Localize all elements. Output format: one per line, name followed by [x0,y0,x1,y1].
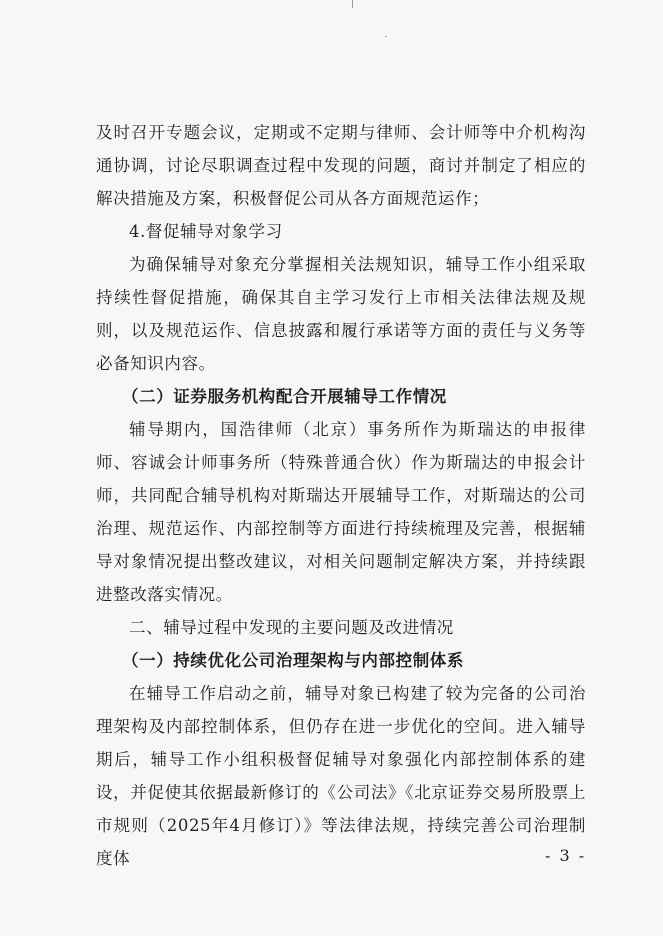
page-number: - 3 - [545,846,587,865]
scan-mark [352,0,353,8]
document-body [96,116,586,875]
section-2-heading: （二）证券服务机构配合开展辅导工作情况 [122,387,447,406]
item-4-heading: 4.督促辅导对象学习 [129,222,283,241]
part-2-heading: 二、辅导过程中发现的主要问题及改进情况 [129,618,454,637]
paragraph-continued: 及时召开专题会议，定期或不定期与律师、会计师等中介机构沟通协调，讨论尽职调查过程中发现的问题，商讨并制定了相应的解决措施及方案，积极督促公司从各方面规范运作； [96,123,586,208]
scan-speck [385,36,387,37]
section-2-body: 辅导期内，国浩律师（北京）事务所作为斯瑞达的申报律师、容诚会计师事务所（特殊普通合伙）作为斯瑞达的申报会计师，共同配合辅导机构对斯瑞达开展辅导工作，对斯瑞达的公司治理、规范运作、内部控制等方面进行持续梳理及完善，根据辅导对象情况提出整改建议，对相关问题制定解决方案，并持续跟进整改落实情况。 [96,420,586,604]
item-4-body: 为确保辅导对象充分掌握相关法规知识，辅导工作小组采取持续性督促措施，确保其自主学习发行上市相关法律法规及规则，以及规范运作、信息披露和履行承诺等方面的责任与义务等必备知识内容。 [96,255,586,373]
subsection-1-body: 在辅导工作启动之前，辅导对象已构建了较为完备的公司治理架构及内部控制体系，但仍存在进一步优化的空间。进入辅导期后，辅导工作小组积极督促辅导对象强化内部控制体系的建设，并促使其依据最新修订的《公司法》《北京证券交易所股票上市规则（2025年4月修订）》等法律法规，持续完善公司治理制度体 [96,684,586,868]
subsection-1-heading: （一）持续优化公司治理架构与内部控制体系 [122,651,464,670]
